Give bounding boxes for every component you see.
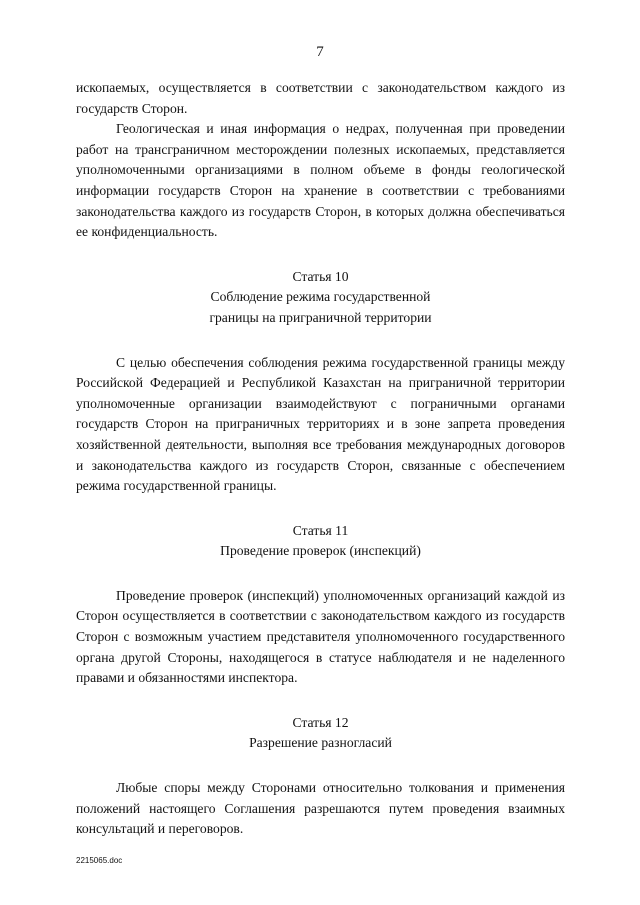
paragraph-disputes: Любые споры между Сторонами относительно толкования и применения положений настоящего Соглашения разрешаются путем проведения взаимных консультаций и переговоров. bbox=[76, 780, 565, 837]
paragraph-geological-info: Геологическая и иная информация о недрах, полученная при проведении работ на трансграничном месторождении полезных ископаемых, представляется уполномоченными организациями в полном объеме в фонды геологической информации государств Сторон на хранение в соответствии с требованиями законодательства каждого из государств Сторон, в которых должна обеспечиваться ее конфиденциальность. bbox=[76, 121, 565, 240]
article-12-heading bbox=[76, 713, 565, 754]
article-11-heading bbox=[76, 521, 565, 562]
article-12-number: Статья 12 bbox=[292, 714, 349, 730]
spacer bbox=[76, 754, 565, 778]
article-10-title-line1: Соблюдение режима государственной bbox=[210, 289, 431, 305]
document-body bbox=[76, 78, 565, 840]
spacer bbox=[76, 329, 565, 353]
spacer bbox=[76, 243, 565, 267]
spacer bbox=[76, 497, 565, 521]
article-10-heading bbox=[76, 267, 565, 329]
article-12-title-line1: Разрешение разногласий bbox=[249, 735, 392, 751]
footer-doc-id: 2215065.doc bbox=[76, 856, 123, 865]
page-number: 7 bbox=[316, 44, 324, 60]
spacer bbox=[76, 689, 565, 713]
paragraph-inspections: Проведение проверок (инспекций) уполномоченных организаций каждой из Сторон осуществляется в соответствии с законодательством каждого из государств Сторон с возможным участием представителя уполномоченного государственного органа другой Стороны, находящегося в статусе наблюдателя и не наделенного правами и обязанностями инспектора. bbox=[76, 587, 565, 686]
paragraph-continuation: ископаемых, осуществляется в соответствии с законодательством каждого из государств Сторон. bbox=[76, 80, 565, 116]
spacer bbox=[76, 562, 565, 586]
article-11-title-line1: Проведение проверок (инспекций) bbox=[220, 543, 421, 559]
article-11-number: Статья 11 bbox=[292, 522, 349, 538]
paragraph-border-regime: С целью обеспечения соблюдения режима государственной границы между Российской Федерацией и Республикой Казахстан на приграничной территории уполномоченные организации взаимодействуют с пограничными органами государств Сторон на приграничных территориях и в зоне запрета проведения хозяйственной деятельности, выполняя все требования международных договоров и законодательства каждого из государств Сторон, связанные с обеспечением режима государственной границы. bbox=[76, 354, 565, 494]
article-10-number: Статья 10 bbox=[292, 268, 349, 284]
article-10-title-line2: границы на приграничной территории bbox=[209, 309, 432, 325]
